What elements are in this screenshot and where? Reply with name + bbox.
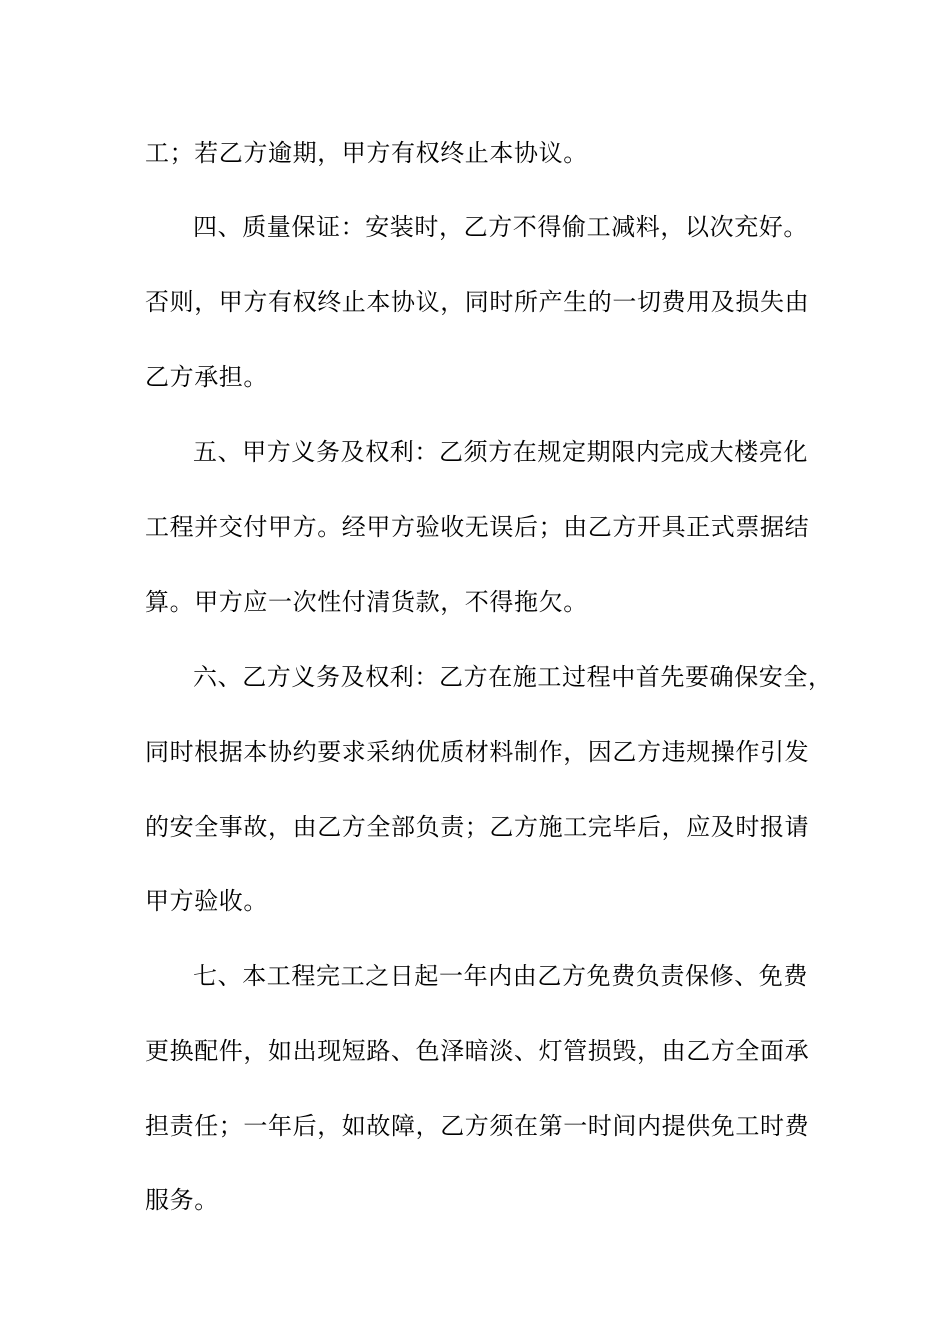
clause-7-heading-line: 七、本工程完工之日起一年内由乙方免费负责保修、免费: [193, 962, 808, 990]
text-line: 担责任；一年后，如故障，乙方须在第一时间内提供免工时费: [145, 1112, 810, 1140]
text-line: 算。甲方应一次性付清货款，不得拖欠。: [145, 588, 588, 616]
text-line: 更换配件，如出现短路、色泽暗淡、灯管损毁，由乙方全面承: [145, 1037, 810, 1065]
text-line: 的安全事故，由乙方全部负责；乙方施工完毕后，应及时报请: [145, 813, 810, 841]
text-line: 否则，甲方有权终止本协议，同时所产生的一切费用及损失由: [145, 288, 810, 316]
text-line: 工；若乙方逾期，甲方有权终止本协议。: [145, 139, 588, 167]
text-line: 同时根据本协约要求采纳优质材料制作，因乙方违规操作引发: [145, 738, 810, 766]
text-line: 服务。: [145, 1186, 219, 1214]
clause-6-heading-line: 六、乙方义务及权利：乙方在施工过程中首先要确保安全，: [193, 663, 833, 691]
text-line: 工程并交付甲方。经甲方验收无误后；由乙方开具正式票据结: [145, 513, 810, 541]
text-line: 甲方验收。: [145, 887, 268, 915]
clause-4-heading-line: 四、质量保证：安装时，乙方不得偷工减料，以次充好。: [193, 213, 808, 241]
text-line: 乙方承担。: [145, 363, 268, 391]
clause-5-heading-line: 五、甲方义务及权利：乙须方在规定期限内完成大楼亮化: [193, 438, 808, 466]
